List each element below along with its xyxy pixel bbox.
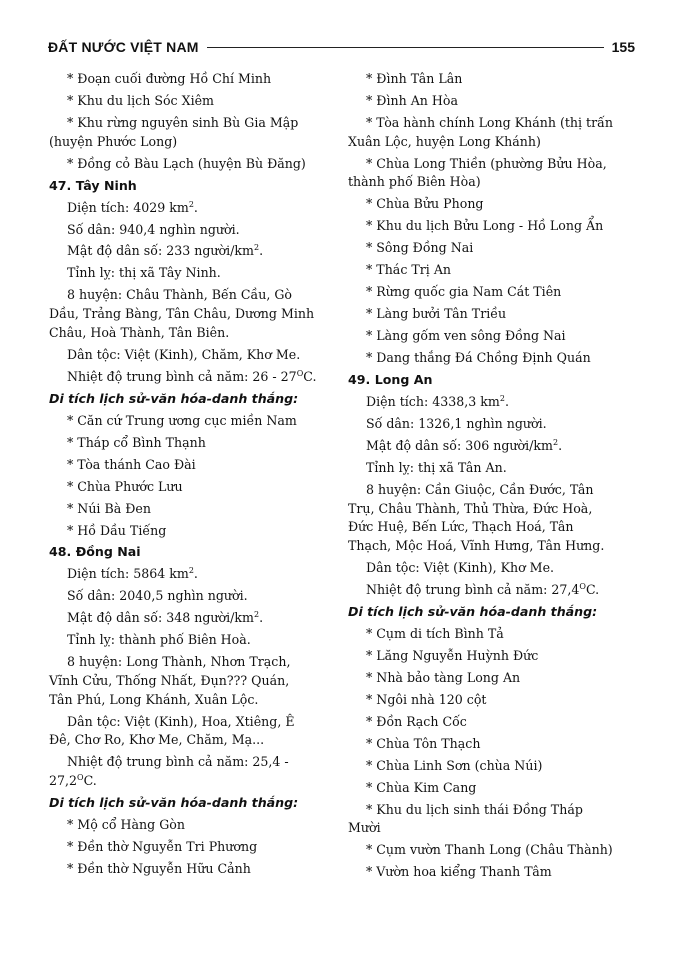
bullet-item	[348, 625, 628, 644]
bullet-item	[348, 349, 628, 368]
info-line	[49, 199, 334, 218]
info-line	[49, 221, 334, 240]
suffix: C.	[83, 772, 97, 788]
text-line: 8 huyện: Long Thành, Nhơn Trạch,	[67, 654, 291, 670]
info-line	[49, 587, 334, 606]
text: * Đoạn cuối đường Hồ Chí Minh	[67, 71, 272, 86]
text: * Rừng quốc gia Nam Cát Tiên	[366, 284, 562, 300]
text-line: Châu, Hoà Thành, Tân Biên.	[49, 324, 230, 340]
bullet-item	[49, 500, 334, 519]
superscript: 2	[188, 566, 194, 576]
superscript: O	[77, 772, 84, 782]
wrapped-paragraph	[49, 286, 334, 342]
text: * Núi Bà Đen	[67, 500, 151, 516]
suffix: C.	[303, 368, 317, 384]
page-number: 155	[611, 39, 635, 55]
text: * Mộ cổ Hàng Gòn	[67, 816, 185, 832]
text: * Đền thờ Nguyễn Tri Phương	[67, 838, 258, 854]
info-line	[49, 242, 334, 261]
text: * Chùa Linh Sơn (chùa Núi)	[366, 757, 543, 773]
text: Dân tộc: Việt (Kinh), Khơ Me.	[366, 559, 555, 575]
text: * Đình An Hòa	[366, 92, 458, 108]
text-line: Thạch, Mộc Hoá, Vĩnh Hưng, Tân Hưng.	[348, 537, 605, 553]
info-line	[348, 559, 628, 578]
text: 49. Long An	[348, 372, 433, 387]
text: Di tích lịch sử-văn hóa-danh thắng:	[348, 603, 598, 619]
suffix: .	[259, 243, 264, 259]
text: 47. Tây Ninh	[49, 177, 137, 193]
text: Mật độ dân số: 348 người/km	[67, 610, 254, 626]
info-line	[348, 437, 628, 456]
bullet-item	[348, 327, 628, 346]
running-header	[48, 36, 635, 58]
right-column	[348, 70, 628, 885]
bullet-item	[348, 863, 628, 882]
bullet-item	[348, 735, 628, 754]
bullet-item	[49, 860, 334, 879]
text-line: Xuân Lộc, huyện Long Khánh)	[348, 133, 541, 149]
text: Diện tích: 4029 km	[67, 199, 189, 215]
text-line: Đê, Chơ Ro, Khơ Me, Chăm, Mạ...	[49, 732, 265, 748]
text: Diện tích: 4338,3 km	[366, 393, 500, 409]
superscript: 2	[188, 199, 194, 209]
left-column	[49, 70, 334, 882]
bullet-item	[348, 669, 628, 688]
running-title: ĐẤT NƯỚC VIỆT NAM	[48, 39, 199, 55]
text: Mật độ dân số: 306 người/km	[366, 437, 553, 453]
text: 48. Đồng Nai	[49, 544, 141, 560]
header-rule	[207, 47, 604, 48]
bullet-item	[49, 412, 334, 431]
info-line	[49, 368, 334, 387]
wrapped-paragraph	[49, 653, 334, 709]
subheading	[348, 603, 628, 622]
wrapped-paragraph	[348, 481, 628, 555]
text: Số dân: 2040,5 nghìn người.	[67, 588, 248, 604]
text: * Đồn Rạch Cốc	[366, 713, 467, 729]
bullet-item	[348, 217, 628, 236]
bullet-item	[348, 691, 628, 710]
info-line	[348, 393, 628, 412]
suffix: .	[193, 199, 198, 215]
text: * Làng gốm ven sông Đồng Nai	[366, 328, 566, 344]
text-line: * Khu rừng nguyên sinh Bù Gia Mập	[67, 114, 299, 130]
text: * Đền thờ Nguyễn Hữu Cảnh	[67, 860, 251, 876]
superscript: 2	[253, 243, 260, 253]
bullet-item	[348, 841, 628, 860]
text: Tỉnh lỵ: thành phố Biên Hoà.	[67, 632, 251, 648]
text: * Căn cứ Trung ương cục miền Nam	[67, 412, 297, 428]
wrapped-paragraph	[348, 155, 628, 192]
text-line: 8 huyện: Châu Thành, Bến Cầu, Gò	[67, 287, 293, 303]
text: * Chùa Kim Cang	[366, 779, 477, 795]
text-line: * Chùa Long Thiền (phường Bửu Hòa,	[366, 155, 607, 171]
text: * Cụm di tích Bình Tả	[366, 625, 504, 641]
text: * Đình Tân Lân	[366, 71, 463, 86]
suffix: C.	[585, 581, 600, 597]
superscript: 2	[499, 393, 505, 403]
section-heading	[49, 543, 334, 562]
bullet-item	[348, 239, 628, 258]
text: Nhiệt độ trung bình cả năm: 27,4	[366, 581, 580, 597]
text: Di tích lịch sử-văn hóa-danh thắng:	[49, 794, 299, 810]
text: * Đồng cỏ Bàu Lạch (huyện Bù Đăng)	[67, 155, 306, 171]
bullet-item	[49, 816, 334, 835]
text-line: $27,2^OC$.	[49, 772, 97, 788]
text-line: Dầu, Trảng Bàng, Tân Châu, Dương Minh	[49, 306, 315, 322]
text-line: (huyện Phước Long)	[49, 133, 178, 149]
text: Dân tộc: Việt (Kinh), Chăm, Khơ Me.	[67, 346, 301, 362]
wrapped-paragraph	[49, 753, 334, 790]
text: * Sông Đồng Nai	[366, 240, 474, 256]
text: * Lăng Nguyễn Huỳnh Đức	[366, 647, 539, 663]
text: * Cụm vườn Thanh Long (Châu Thành)	[366, 842, 613, 858]
suffix: .	[504, 393, 509, 409]
bullet-item	[348, 283, 628, 302]
text: Tỉnh lỵ: thị xã Tân An.	[366, 459, 507, 475]
subheading	[49, 390, 334, 409]
bullet-item	[348, 713, 628, 732]
text: Nhiệt độ trung bình cả năm: 26 - 27	[67, 368, 297, 384]
bullet-item	[49, 478, 334, 497]
superscript: 2	[552, 437, 559, 447]
info-line	[348, 415, 628, 434]
text: * Thác Trị An	[366, 262, 452, 278]
text: * Làng bưởi Tân Triều	[366, 306, 507, 322]
text: * Ngôi nhà 120 cột	[366, 691, 487, 707]
bullet-item	[348, 92, 628, 111]
bullet-item	[348, 779, 628, 798]
text: * Hồ Dầu Tiếng	[67, 522, 167, 538]
bullet-item	[348, 757, 628, 776]
text: * Vườn hoa kiểng Thanh Tâm	[366, 864, 552, 880]
info-line	[348, 459, 628, 478]
bullet-item	[348, 647, 628, 666]
section-heading	[348, 371, 628, 390]
text-line: Vĩnh Cửu, Thống Nhất, Đụn??? Quán,	[49, 673, 290, 688]
wrapped-paragraph	[49, 114, 334, 151]
text-line: Trụ, Châu Thành, Thủ Thừa, Đức Hoà,	[348, 500, 593, 516]
bullet-item	[348, 70, 628, 89]
text: * Tháp cổ Bình Thạnh	[67, 434, 206, 450]
text: * Khu du lịch Bửu Long - Hồ Long Ẩn	[366, 218, 604, 234]
text-line: thành phố Biên Hòa)	[348, 174, 481, 190]
text-line: Mười	[348, 820, 381, 836]
section-heading	[49, 177, 334, 196]
bullet-item	[348, 305, 628, 324]
info-line	[49, 631, 334, 650]
text: Số dân: 940,4 nghìn người.	[67, 221, 240, 237]
info-line	[348, 581, 628, 600]
suffix: .	[558, 437, 563, 453]
bullet-item	[49, 456, 334, 475]
subheading	[49, 794, 334, 813]
info-line	[49, 346, 334, 365]
text: * Chùa Bửu Phong	[366, 196, 484, 212]
bullet-item	[49, 838, 334, 857]
wrapped-paragraph	[348, 114, 628, 151]
suffix: .	[193, 566, 198, 582]
text-line: * Tòa hành chính Long Khánh (thị trấn	[366, 114, 613, 130]
text: * Dang thắng Đá Chồng Định Quán	[366, 350, 591, 366]
text: * Chùa Tôn Thạch	[366, 735, 481, 751]
superscript: O	[296, 368, 304, 378]
text: Di tích lịch sử-văn hóa-danh thắng:	[49, 390, 299, 406]
bullet-item	[49, 434, 334, 453]
bullet-item	[348, 261, 628, 280]
text-line: Dân tộc: Việt (Kinh), Hoa, Xtiêng, Ê	[67, 713, 295, 729]
text: * Nhà bảo tàng Long An	[366, 669, 521, 685]
bullet-item	[49, 155, 334, 174]
info-line	[49, 565, 334, 584]
text-line: Đức Huệ, Bến Lức, Thạch Hoá, Tân	[348, 519, 574, 535]
text: Mật độ dân số: 233 người/km	[67, 243, 254, 259]
wrapped-paragraph	[348, 801, 628, 838]
text-line: * Khu du lịch sinh thái Đồng Tháp	[366, 801, 583, 817]
text: * Tòa thánh Cao Đài	[67, 456, 196, 472]
text-line: 8 huyện: Cần Giuộc, Cần Đước, Tân	[366, 481, 594, 497]
text-line: Nhiệt độ trung bình cả năm: 25,4 -	[67, 754, 289, 770]
text: * Chùa Phước Lưu	[67, 478, 183, 494]
wrapped-paragraph	[49, 713, 334, 750]
info-line	[49, 609, 334, 628]
suffix: .	[259, 610, 264, 626]
bullet-item	[49, 70, 334, 89]
text: Diện tích: 5864 km	[67, 566, 189, 582]
text: Tỉnh lỵ: thị xã Tây Ninh.	[67, 265, 221, 281]
bullet-item	[49, 522, 334, 541]
info-line	[49, 264, 334, 283]
superscript: 2	[253, 610, 260, 620]
bullet-item	[348, 195, 628, 214]
text: Số dân: 1326,1 nghìn người.	[366, 415, 547, 431]
text: * Khu du lịch Sóc Xiêm	[67, 92, 214, 108]
bullet-item	[49, 92, 334, 111]
text-line: Tân Phú, Long Khánh, Xuân Lộc.	[49, 691, 259, 707]
superscript: O	[579, 581, 586, 591]
